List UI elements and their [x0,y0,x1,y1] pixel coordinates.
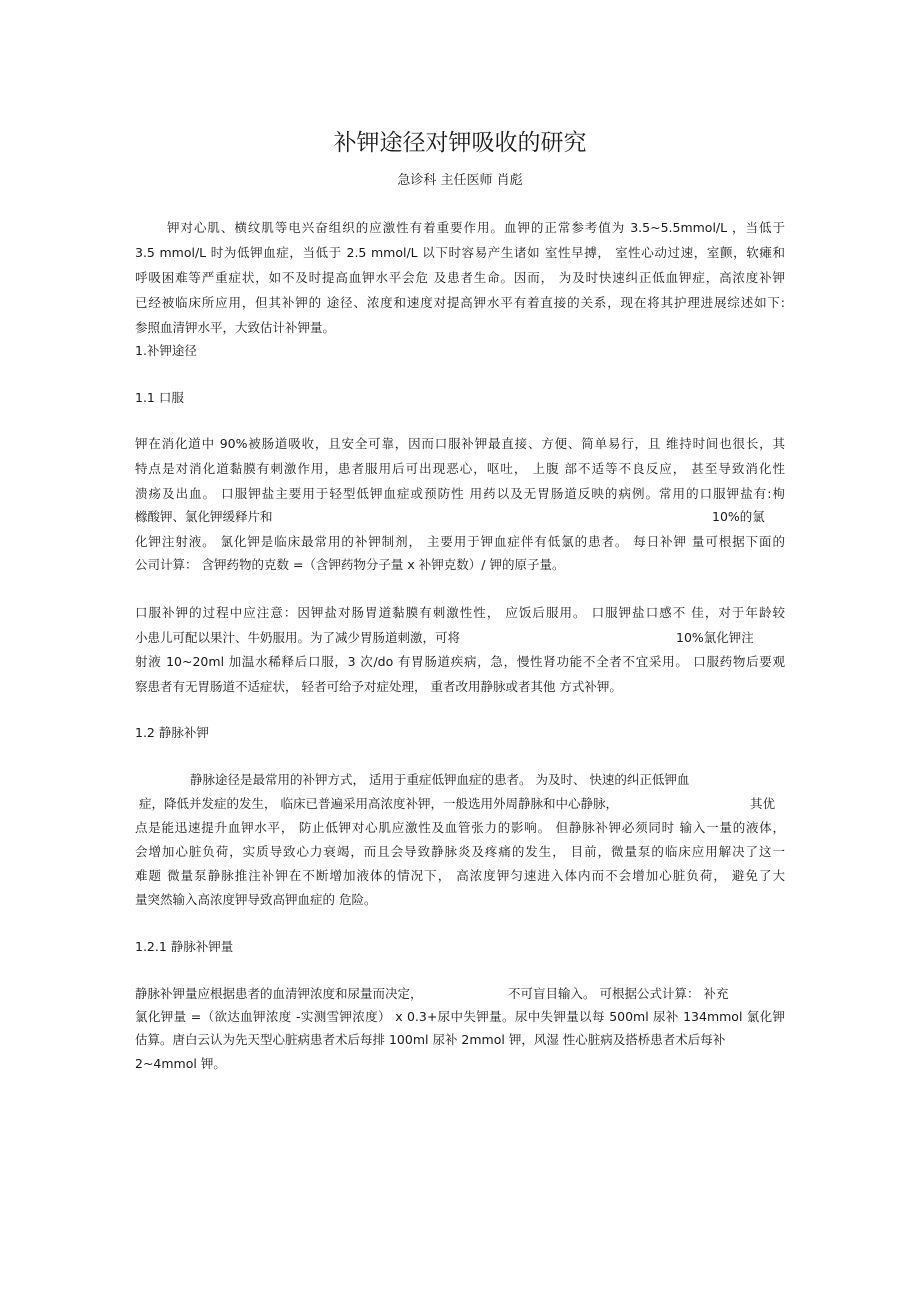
paragraph-line: 量突然输入高浓度钾导致高钾血症的 危险。 [135,892,377,907]
paragraph-line: 口服补钾的过程中应注意：因钾盐对肠胃道黏膜有刺激性性， 应饭后服用。 口服钾盐口感不 佳，对于年龄较 [135,605,785,620]
section-heading: 1.2 静脉补钾 [135,725,209,740]
paragraph-line: 公司计算： 含钾药物的克数 =（含钾药物分子量 x 补钾克数）/ 钾的原子量。 [135,557,565,572]
paragraph-line: 其优 [750,796,776,811]
paragraph-line: 钾对心肌、横纹肌等电兴奋组织的应激性有着重要作用。血钾的正常参考值为 3.5~5.5mmol/L ，当低于 [167,220,785,235]
paragraph-line: 症，降低并发症的发生， 临床已普遍采用高浓度补钾，一般选用外周静脉和中心静脉， [139,796,618,811]
paragraph-line: 2~4mmol 钾。 [135,1056,226,1071]
paragraph-line: 已经被临床所应用，但其补钾的 途径、浓度和速度对提高钾水平有着直接的关系，现在将其护理进展综述如下: [135,295,785,310]
paragraph-line: 10%氯化钾注 [676,630,754,645]
paragraph-line: 氯化钾量 =（欲达血钾浓度 -实测雪钾浓度） x 0.3+尿中失钾量。尿中失钾量以每 500ml 尿补 134mmol 氯化钾 [135,1009,785,1024]
paragraph-line: 钾在消化道中 90%被肠道吸收，且安全可靠，因而口服补钾最直接、方便、简单易行，且 维持时间也很长，其 [135,436,785,451]
paragraph-line: 参照血清钾水平，大致估计补钾量。 [135,320,336,335]
paragraph-line: 察患者有无胃肠道不适症状， 轻者可给予对症处理， 重者改用静脉或者其他 方式补钾。 [135,679,622,694]
paragraph-line: 10%的氯 [712,509,765,524]
section-heading: 1.1 口服 [135,390,184,405]
paragraph-line: 点是能迅速提升血钾水平， 防止低钾对心肌应激性及血管张力的影响。 但静脉补钾必须同时 输入一量的液体， [135,820,785,835]
paragraph-line: 静脉途径是最常用的补钾方式， 适用于重症低钾血症的患者。 为及时、 快速的纠正低钾血 [190,772,690,787]
paragraph-line: 溃疡及出血。 口服钾盐主要用于轻型低钾血症或预防性 用药以及无胃肠道反映的病例。常用的口服钾盐有:枸 [135,486,785,501]
paragraph-line: 3.5 mmol/L 时为低钾血症，当低于 2.5 mmol/L 以下时容易产生诸如 室性早搏， 室性心动过速，室颤，软瘫和 [135,245,785,260]
paragraph-line: 估算。唐白云认为先天型心脏病患者术后每排 100ml 尿补 2mmol 钾，风湿 性心脏病及搭桥患者术后每补 [135,1032,726,1047]
paragraph-line: 会增加心脏负荷，实质导致心力衰竭，而且会导致静脉炎及疼痛的发生， 目前，微量泵的临床应用解决了这一 [135,844,785,859]
paragraph-line: 橼酸钾、氯化钾缓释片和 [135,509,273,524]
paragraph-line: 化钾注射液。 氯化钾是临床最常用的补钾制剂， 主要用于钾血症伴有低氯的患者。 每日补钾 量可根据下面的 [135,534,785,549]
paragraph-line: 特点是对消化道黏膜有刺激作用，患者服用后可出现恶心，呕吐， 上腹 部不适等不良反应， 甚至导致消化性 [135,461,785,476]
paragraph-line: 静脉补钾量应根据患者的血清钾浓度和尿量而决定， [135,986,423,1001]
section-heading: 1.补钾途径 [135,343,197,358]
paragraph-line: 小患儿可配以果汁、牛奶服用。为了减少胃肠道刺激，可将 [135,630,461,645]
paragraph-line: 呼吸困难等严重症状，如不及时提高血钾水平会危 及患者生命。因而， 为及时快速纠正低血钾症，高浓度补钾 [135,270,785,285]
document-title: 补钾途径对钾吸收的研究 [333,130,587,156]
paragraph-line: 难题 微量泵静脉推注补钾在不断增加液体的情况下， 高浓度钾匀速进入体内而不会增加心脏负荷， 避免了大 [135,868,785,883]
author-line: 急诊科 主任医师 肖彪 [397,173,523,188]
paragraph-line: 不可盲目输入。 可根据公式计算： 补充 [508,986,729,1001]
paragraph-line: 射液 10~20ml 加温水稀释后口服，3 次/do 有胃肠道疾病，急，慢性肾功能不全者不宜采用。 口服药物后要观 [135,654,785,669]
section-heading: 1.2.1 静脉补钾量 [135,939,234,954]
